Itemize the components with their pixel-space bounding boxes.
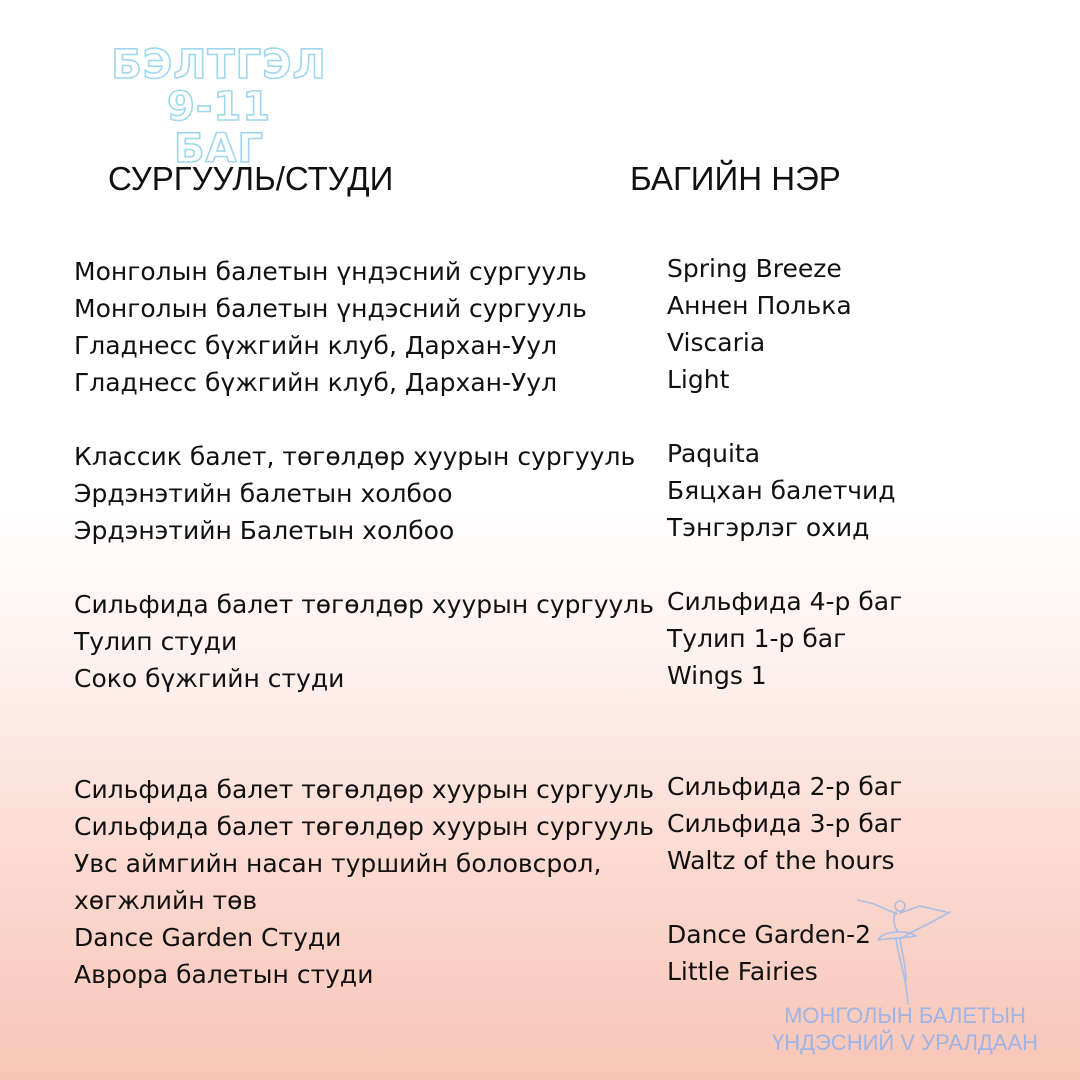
team-item: Spring Breeze [667,254,842,283]
team-item: Light [667,365,730,394]
school-item: Монголын балетын үндэсний сургууль [74,294,587,323]
team-item: Waltz of the hours [667,846,895,875]
team-item: Тулип 1-р баг [667,624,847,653]
school-item: Тулип студи [74,627,238,656]
school-item: Сильфида балет төгөлдөр хуурын сургууль [74,775,654,804]
logo-line-1: БЭЛТГЭЛ 9-11 [111,42,327,130]
school-item: Гладнесс бүжгийн клуб, Дархан-Уул [74,368,558,397]
school-item: Сильфида балет төгөлдөр хуурын сургууль [74,590,654,619]
competition-title [745,1002,1065,1056]
school-item: Dance Garden Студи [74,923,342,952]
footer-line-2: ҮНДЭСНИЙ V УРАЛДААН [771,1030,1039,1055]
team-item: Сильфида 2-р баг [667,772,903,801]
school-item: Сильфида балет төгөлдөр хуурын сургууль [74,812,654,841]
school-item: хөгжлийн төв [74,886,258,915]
team-item: Paquita [667,439,761,468]
team-item: Viscaria [667,328,766,357]
team-item: Аннен Полька [667,291,852,320]
school-item: Гладнесс бүжгийн клуб, Дархан-Уул [74,331,558,360]
team-item: Сильфида 3-р баг [667,809,903,838]
ballerina-silhouette-icon [850,892,960,1007]
school-column-header: СУРГУУЛЬ/СТУДИ [108,160,394,197]
school-item: Эрдэнэтийн балетын холбоо [74,479,453,508]
logo-line-2: БАГ [174,126,264,172]
school-item: Эрдэнэтийн Балетын холбоо [74,516,455,545]
team-item: Wings 1 [667,661,767,690]
team-item: Бяцхан балетчид [667,476,896,505]
team-item: Тэнгэрлэг охид [667,513,870,542]
school-item: Увс аймгийн насан туршийн боловсрол, [74,849,602,878]
school-item: Соко бүжгийн студи [74,664,345,693]
category-logo [84,44,354,170]
team-item: Little Fairies [667,957,818,986]
school-item: Монголын балетын үндэсний сургууль [74,257,587,286]
team-item: Сильфида 4-р баг [667,587,903,616]
team-column-header: БАГИЙН НЭР [630,160,841,197]
school-item: Классик балет, төгөлдөр хуурын сургууль [74,442,636,471]
school-item: Аврора балетын студи [74,960,374,989]
team-item: Dance Garden-2 [667,920,872,949]
footer-line-1: МОНГОЛЫН БАЛЕТЫН [784,1003,1026,1028]
